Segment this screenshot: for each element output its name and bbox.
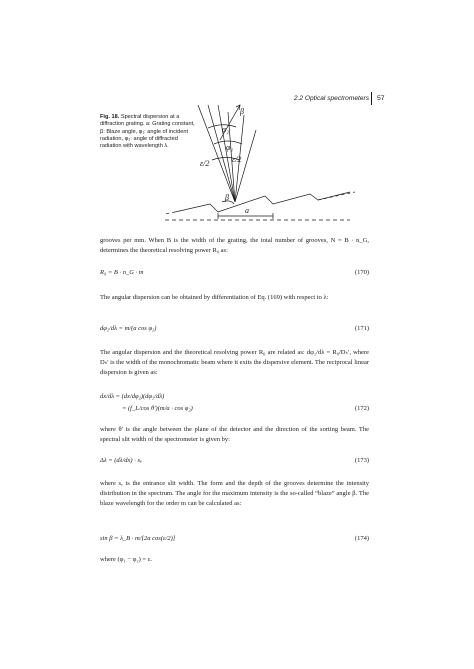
equation-172	[100, 392, 369, 402]
figure-label: Fig. 18.	[100, 114, 120, 120]
paragraph-4: where θ′ is the angle between the plane of the detector and the direction of the sorting beam. The spectral slit width of the spectrometer is given by:	[100, 426, 369, 443]
equation-172-line-2	[100, 404, 369, 414]
paragraph-6: where (φ₁ − φ₂) = ε.	[100, 556, 153, 563]
diffraction-grating-figure	[160, 100, 360, 230]
header-rule	[371, 92, 372, 105]
paragraph-2: The angular dispersion can be obtained by differentiation of Eq. (169) with respect to λ:	[100, 294, 329, 301]
label-beta-top: β	[240, 107, 244, 116]
equation-number: (170)	[354, 269, 369, 276]
equation-number: (171)	[354, 325, 369, 332]
ray-line	[218, 105, 235, 202]
ray-line	[235, 130, 256, 202]
equation-line-1: dx/dλ = (dx/dφ₂)(dφ₂/dλ)	[100, 393, 165, 400]
paragraph-1: grooves per mm. When B is the width of the grating, the total number of grooves, N = B · n_G, determines the theoretical resolving power R₀ as:	[100, 237, 369, 254]
equation-number: (173)	[354, 457, 369, 464]
label-phi2: φ₂	[222, 125, 230, 134]
equation-formula: sin β = λ_B · m/[2a cos(ε/2)]	[100, 535, 176, 542]
label-beta-bottom: β	[225, 193, 229, 202]
figure-caption-text: Spectral dispersion at a diffraction grating. a: Grating constant, β: Blaze angle, φ₁: angle of incident radiation, φ₂: angle of diffracted radiation with wavelength λ.	[100, 114, 195, 150]
paragraph-5: where sₑ is the entrance slit width. The form and the depth of the grooves determine the intensity distribution in the spectrum. The angle for the maximum intensity is the so-called “blaze” angle β. The blaze wavelength for the order m can be calculated as:	[100, 480, 369, 507]
label-a: a	[245, 206, 249, 215]
equation-171	[100, 324, 369, 334]
equation-formula: Δλ = (dλ/dx) · sₑ	[100, 457, 142, 464]
equation-173	[100, 456, 369, 466]
ray-line	[198, 105, 235, 202]
page-number: 57	[377, 95, 385, 102]
grating-profile	[175, 192, 350, 212]
label-phi1: φ₁	[226, 143, 234, 152]
grating-dashed-left	[165, 212, 175, 214]
equation-number: (172)	[354, 405, 369, 412]
equation-174	[100, 534, 369, 544]
running-header: 2.2 Optical spectrometers	[293, 95, 369, 102]
equation-number: (174)	[354, 535, 369, 542]
label-eps-left: ε/2	[200, 159, 210, 168]
label-eps-right: ε/2	[232, 155, 242, 164]
paragraph-3: The angular dispersion and the theoretical resolving power R₀ are related as: dφ₂/dλ = R₀/Dₛ′, where Dₛ′ is the width of the monochromatic beam where it exits the dispersive element. The reciprocal linear dispersion is given as:	[100, 349, 369, 376]
equation-line-2: = (f_L/cos θ′)(m/a · cos φ₂)	[122, 405, 193, 412]
equation-formula: R₀ = B · n_G · m	[100, 269, 144, 276]
equation-170	[100, 268, 369, 278]
equation-formula: dφ₂/dλ = m/(a cos φ₂)	[100, 325, 157, 332]
